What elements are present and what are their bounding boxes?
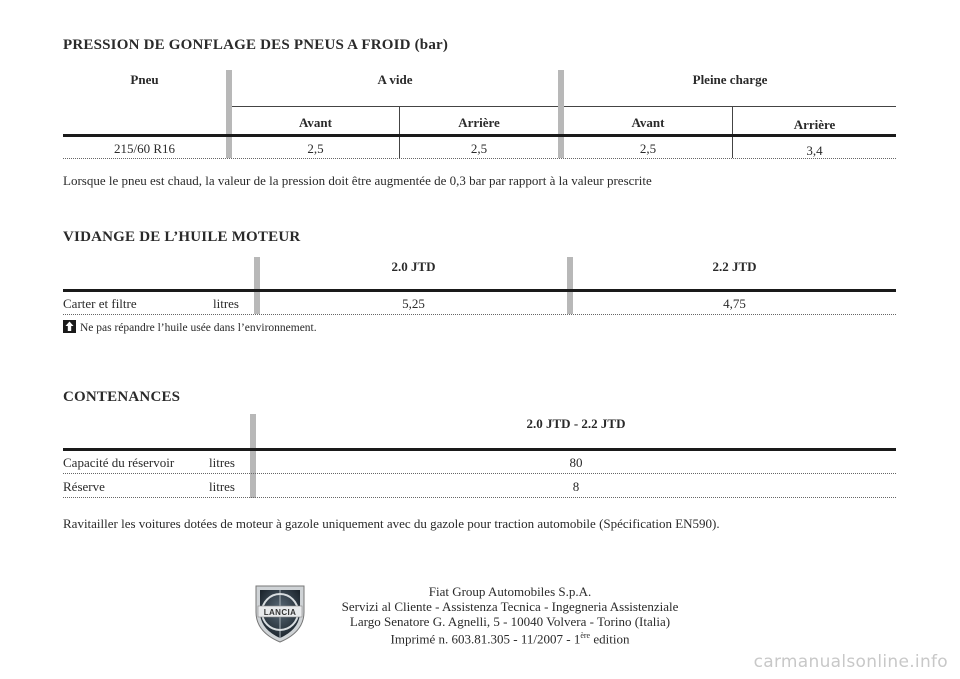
header-rule <box>564 106 896 107</box>
tire-column-header: Pneu <box>130 72 159 87</box>
oil-value-20: 5,25 <box>402 296 425 311</box>
capacities-title: CONTENANCES <box>63 389 181 405</box>
reserve-row-unit: litres <box>209 479 235 494</box>
row-rule <box>63 473 896 474</box>
oil-row-label: Carter et filtre <box>63 296 137 311</box>
fuel-note: Ravitailler les voitures dotées de moteur à gazole uniquement avec du gazole pour traction automobile (Spécification EN590). <box>63 516 720 531</box>
tire-pressure-title: PRESSION DE GONFLAGE DES PNEUS A FROID (bar) <box>63 37 449 53</box>
full-load-column-header: Pleine charge <box>692 72 768 87</box>
footer-company: Fiat Group Automobiles S.p.A. <box>428 584 592 599</box>
lancia-logo <box>250 582 310 644</box>
capacity-column-header: 2.0 JTD - 2.2 JTD <box>526 416 626 431</box>
header-rule <box>232 106 558 107</box>
row-rule <box>63 314 896 315</box>
engine-22-header: 2.2 JTD <box>712 259 757 274</box>
capacity-row-unit: litres <box>209 455 235 470</box>
engine-20-header: 2.0 JTD <box>391 259 436 274</box>
tire-note: Lorsque le pneu est chaud, la valeur de la pression doit être augmentée de 0,3 bar par rapport à la valeur prescrite <box>63 173 652 188</box>
reserve-row-label: Réserve <box>63 479 105 494</box>
empty-rear-value: 2,5 <box>470 141 488 156</box>
logo-text: LANCIA <box>263 608 297 617</box>
oil-row-unit: litres <box>213 296 239 311</box>
table-header-rule <box>63 134 896 137</box>
empty-front-header: Avant <box>299 115 332 130</box>
tire-size-cell: 215/60 R16 <box>113 141 176 156</box>
oil-value-22: 4,75 <box>723 296 746 311</box>
environment-icon <box>63 320 76 333</box>
full-front-value: 2,5 <box>639 141 657 156</box>
reserve-row-value: 8 <box>572 479 580 494</box>
footer-print-info: Imprimé n. 603.81.305 - 11/2007 - 1ère edition <box>390 631 630 647</box>
capacity-header-rule <box>63 448 896 451</box>
oil-header-rule <box>63 289 896 292</box>
environment-note: Ne pas répandre l’huile usée dans l’environnement. <box>80 322 317 334</box>
footer-address: Largo Senatore G. Agnelli, 5 - 10040 Volvera - Torino (Italia) <box>349 614 671 629</box>
full-rear-value: 3,4 <box>806 143 823 158</box>
watermark: carmanualsonline.info <box>753 652 948 672</box>
full-front-header: Avant <box>631 115 665 130</box>
empty-column-header: A vide <box>377 72 413 87</box>
row-rule <box>63 497 896 498</box>
empty-front-value: 2,5 <box>307 141 324 156</box>
row-rule <box>63 158 896 159</box>
empty-rear-header: Arrière <box>458 115 500 130</box>
full-rear-header: Arrière <box>793 117 836 132</box>
footer-service: Servizi al Cliente - Assistenza Tecnica - Ingegneria Assistenziale <box>341 599 679 614</box>
capacity-row-value: 80 <box>569 455 583 470</box>
oil-change-title: VIDANGE DE L’HUILE MOTEUR <box>63 229 301 245</box>
capacity-row-label: Capacité du réservoir <box>63 455 175 470</box>
